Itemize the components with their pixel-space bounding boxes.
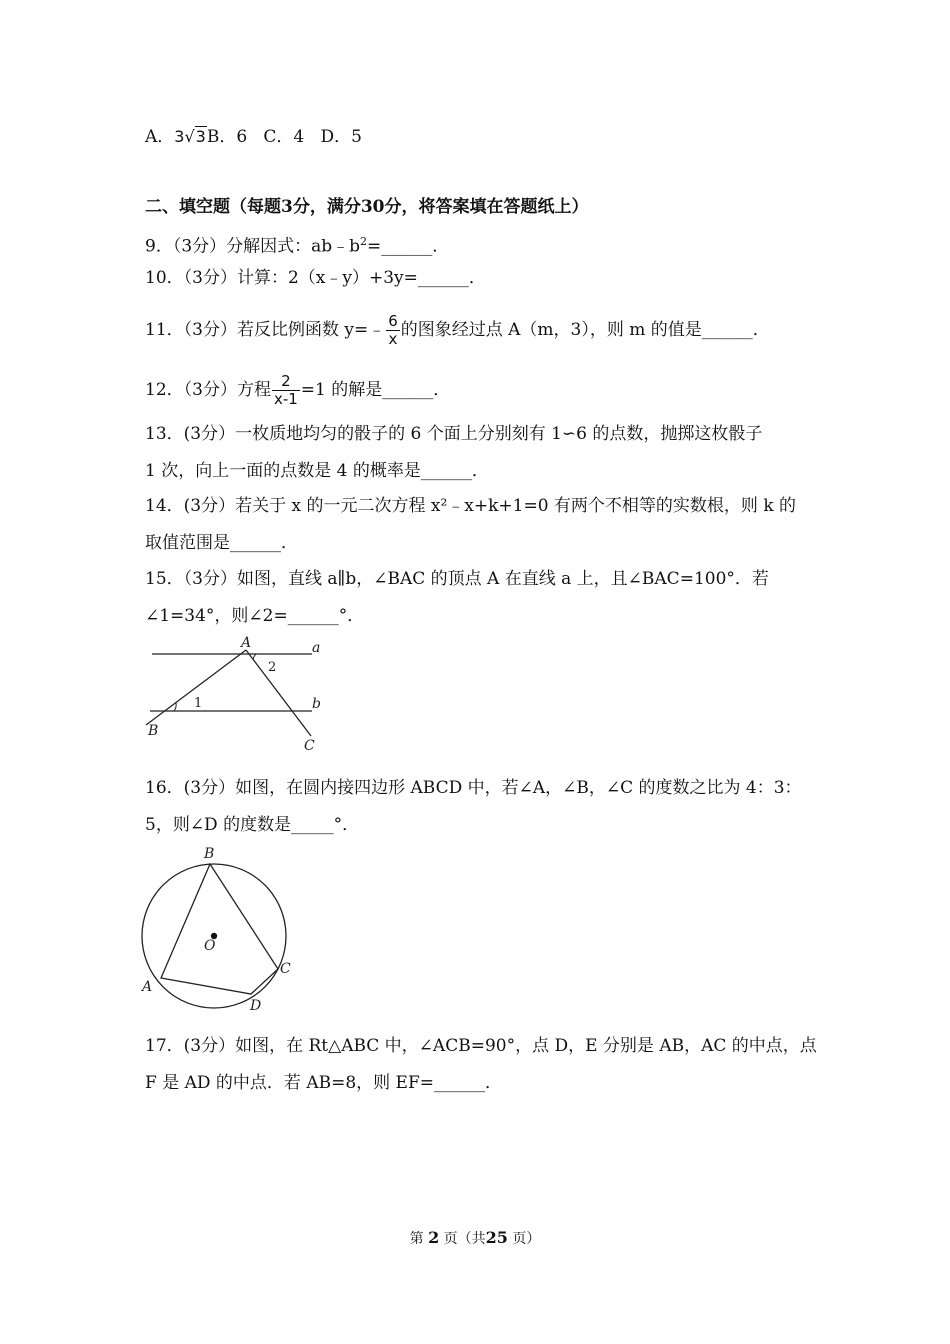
total-pages: 25 xyxy=(485,1228,508,1247)
figure-parallel-lines xyxy=(140,636,340,756)
option-c: C．4 xyxy=(263,127,305,147)
figure-inscribed-quadrilateral xyxy=(138,842,308,1017)
label-A: A xyxy=(142,979,153,995)
page-number: 2 xyxy=(428,1228,440,1247)
question-16-line-2: 5，则∠D 的度数是_____°． xyxy=(145,815,360,835)
fraction: $\frac{2}{x-1}$ xyxy=(273,372,298,408)
question-16-line-1: 16．(3分）如图，在圆内接四边形 ABCD 中，若∠A，∠B，∠C 的度数之比为 4：3： xyxy=(145,778,802,798)
label-C: C xyxy=(304,738,315,754)
quadrilateral-abcd xyxy=(161,864,278,994)
question-9: 9．（3分）分解因式：$ab﹣b^2=\_\_\_\_\_\_$． xyxy=(145,235,450,257)
option-a-radical: 3√3 xyxy=(174,127,206,146)
section-title: 二、填空题（每题3分，满分30分，将答案填在答题纸上） xyxy=(145,197,589,217)
option-a-label: A． xyxy=(145,127,175,147)
label-b: b xyxy=(312,696,321,712)
question-11: 11．（3分）若反比例函数 y=﹣ $\frac{6}{x}$ 的图象经过点 A（m，3），则 m 的值是______． xyxy=(145,312,770,348)
label-A: A xyxy=(241,636,252,651)
label-B: B xyxy=(204,846,215,862)
question-14-line-2: 取值范围是______． xyxy=(145,533,298,553)
page-footer: 第 2 页（共25 页） xyxy=(409,1228,541,1247)
label-angle-1: 1 xyxy=(194,696,203,711)
question-12: 12．（3分）方程 $\frac{2}{x-1}$ =1 的解是______． xyxy=(145,372,451,408)
question-17-line-1: 17．(3分）如图，在 Rt△ABC 中，∠ACB=90°，点 D，E 分别是 AB，AC 的中点，点 xyxy=(145,1036,817,1056)
fraction: $\frac{6}{x}$ xyxy=(388,312,398,348)
line-ac xyxy=(246,650,311,736)
label-C: C xyxy=(280,961,291,977)
question-15-line-1: 15．（3分）如图，直线 a∥b，∠BAC 的顶点 A 在直线 a 上，且∠BAC=100°．若 xyxy=(145,569,769,589)
q8-options xyxy=(145,125,362,149)
angle-2-arc xyxy=(253,654,256,660)
line-ab xyxy=(146,650,246,725)
question-13-line-2: 1 次，向上一面的点数是 4 的概率是______． xyxy=(145,461,489,481)
option-d: D．5 xyxy=(320,127,362,147)
label-B: B xyxy=(148,723,159,739)
question-10: 10．（3分）计算：2（x﹣y）+3y=______． xyxy=(145,268,486,288)
question-15-line-2: ∠1=34°，则∠2=______°． xyxy=(145,606,365,626)
question-14-line-1: 14．(3分）若关于 x 的一元二次方程 x²﹣x+k+1=0 有两个不相等的实数根，则 k 的 xyxy=(145,496,797,516)
question-17-line-2: F 是 AD 的中点．若 AB=8，则 EF=______． xyxy=(145,1073,502,1093)
option-b: B．6 xyxy=(206,127,248,147)
label-angle-2: 2 xyxy=(268,660,277,675)
question-13-line-1: 13．(3分）一枚质地均匀的骰子的 6 个面上分别刻有 1∽6 的点数，抛掷这枚骰子 xyxy=(145,424,763,444)
label-a: a xyxy=(312,640,321,656)
label-O: O xyxy=(204,938,216,954)
label-D: D xyxy=(250,998,262,1014)
